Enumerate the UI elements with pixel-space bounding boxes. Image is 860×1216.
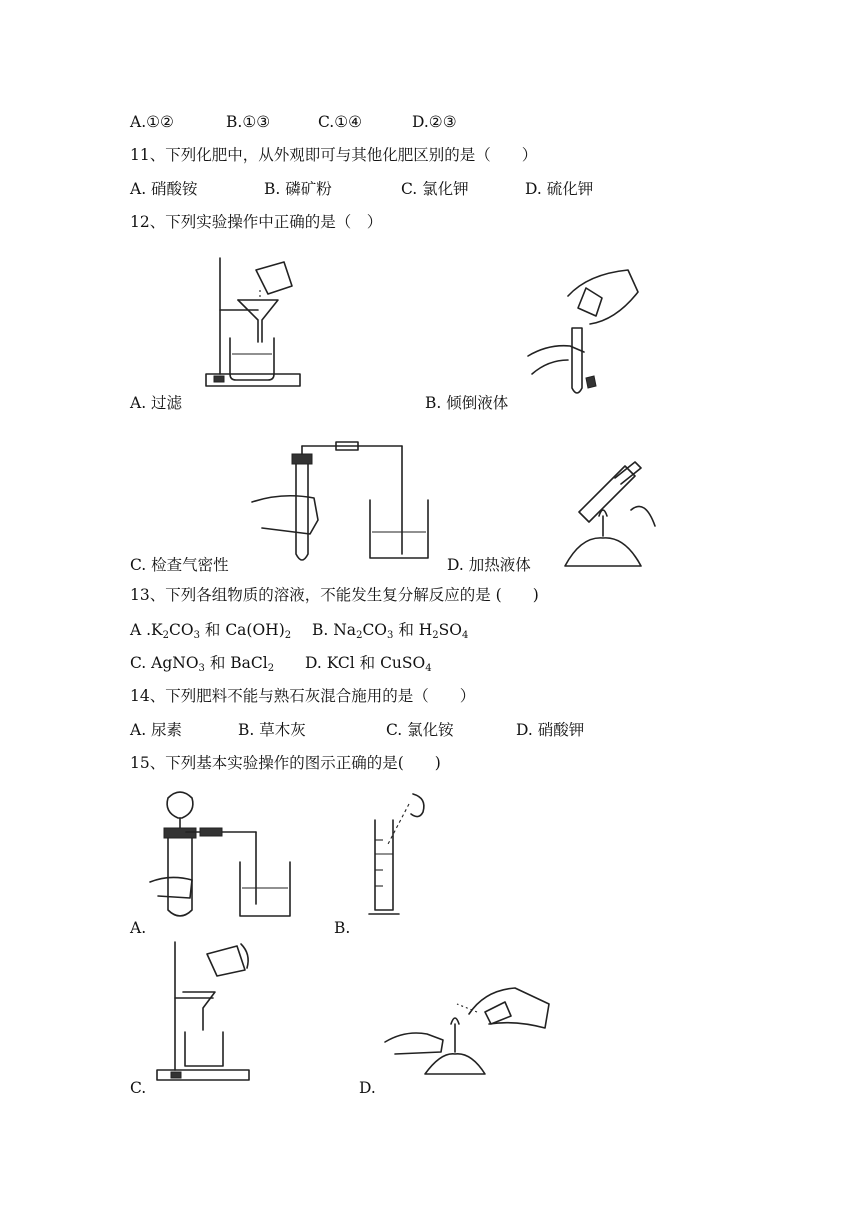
q14-stem: 14、下列肥料不能与熟石灰混合施用的是（ ） <box>130 687 476 705</box>
q14-option-c: C. 氯化铵 <box>386 721 454 739</box>
q13-option-c: C. AgNO$_3$ 和 BaCl$_2$ <box>130 654 275 674</box>
q13-option-d: D. KCl 和 CuSO$_4$ <box>305 654 432 674</box>
filtration-setup-figure <box>155 942 255 1086</box>
q11-option-a: A. 硝酸铵 <box>130 180 198 198</box>
reading-cylinder-figure <box>365 790 445 922</box>
separatory-funnel-setup-figure <box>150 786 295 922</box>
airtightness-check-figure <box>252 442 437 570</box>
q12-stem: 12、下列实验操作中正确的是（ ） <box>130 213 383 231</box>
q12-label-c: C. 检查气密性 <box>130 556 229 574</box>
q11-stem: 11、下列化肥中，从外观即可与其他化肥区别的是（ ） <box>130 146 538 164</box>
filtration-figure <box>200 250 310 395</box>
q10-option-a: A.①② <box>130 113 174 131</box>
q12-label-b: B. 倾倒液体 <box>425 394 509 412</box>
lighting-lamp-figure <box>385 984 555 1084</box>
heating-liquid-figure <box>555 458 665 570</box>
q14-option-d: D. 硝酸钾 <box>516 721 585 739</box>
q12-label-a: A. 过滤 <box>130 394 183 412</box>
q13-option-a: A $.K_2CO_3$ 和 $Ca(OH)_2$ <box>130 621 292 641</box>
pouring-liquid-figure <box>528 268 643 400</box>
q10-option-b: B.①③ <box>226 113 271 131</box>
q11-option-d: D. 硫化钾 <box>525 180 594 198</box>
q15-label-d: D. <box>359 1079 376 1097</box>
q15-label-a: A. <box>130 919 147 937</box>
q12-label-d: D. 加热液体 <box>447 556 531 574</box>
q11-option-b: B. 磷矿粉 <box>264 180 332 198</box>
q14-option-a: A. 尿素 <box>130 721 183 739</box>
q15-stem: 15、下列基本实验操作的图示正确的是( ) <box>130 754 441 772</box>
q10-option-d: D.②③ <box>412 113 457 131</box>
q13-stem: 13、下列各组物质的溶液，不能发生复分解反应的是 ( ) <box>130 586 539 604</box>
q14-option-b: B. 草木灰 <box>238 721 306 739</box>
q15-label-c: C. <box>130 1079 147 1097</box>
q11-option-c: C. 氯化钾 <box>401 180 469 198</box>
q15-label-b: B. <box>334 919 351 937</box>
q10-option-c: C.①④ <box>318 113 363 131</box>
q13-option-b: B. $Na_2CO_3$ 和 $H_2SO_4$ <box>312 621 469 641</box>
